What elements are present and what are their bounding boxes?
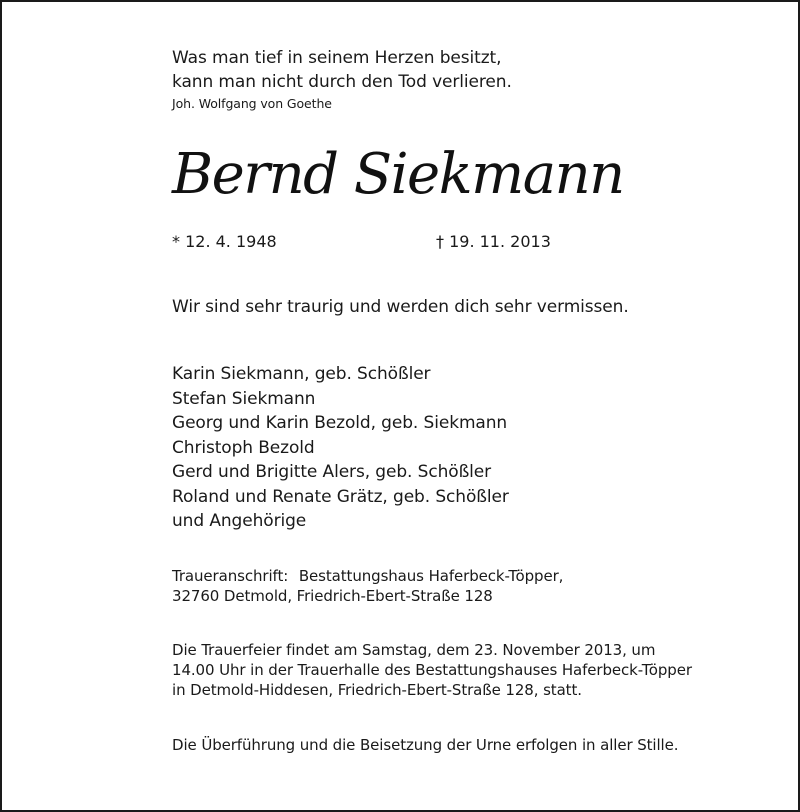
address-line-1: Bestattungshaus Haferbeck-Töpper, [298,567,564,585]
ceremony-notice [172,640,692,700]
mourner-item: Christoph Bezold [172,437,315,458]
mourner-item: und Angehörige [172,511,307,531]
mourners-list [172,362,509,534]
quote-line: kann man nicht durch den Tod verlieren. [172,72,512,92]
address-label: Traueranschrift: [172,567,289,585]
mourner-item: Georg und Karin Bezold, geb. Siekmann [172,413,508,433]
mourner-item: Karin Siekmann, geb. Schößler [172,364,431,384]
birth-date: * 12. 4. 1948 [172,232,277,251]
closing-notice: Die Überführung und die Beisetzung der Urne erfolgen in aller Stille. [172,736,679,754]
quote-author: Joh. Wolfgang von Goethe [172,96,332,111]
ceremony-line: Die Trauerfeier findet am Samstag, dem 23. November 2013, um [172,641,656,659]
mourner-item: Roland und Renate Grätz, geb. Schößler [172,486,509,507]
mourning-statement: Wir sind sehr traurig und werden dich sehr vermissen. [172,297,629,317]
quote-line: Was man tief in seinem Herzen besitzt, [172,48,502,68]
mourner-item: Gerd und Brigitte Alers, geb. Schößler [172,462,492,482]
quote [172,46,512,94]
address-line-2: 32760 Detmold, Friedrich-Ebert-Straße 128 [172,587,493,605]
mourning-address [172,566,563,606]
ceremony-line: in Detmold-Hiddesen, Friedrich-Ebert-Straße 128, statt. [172,681,582,699]
death-date: † 19. 11. 2013 [436,232,551,251]
deceased-name: Bernd Siekmann [172,142,624,207]
ceremony-line: 14.00 Uhr in der Trauerhalle des Bestattungshauses Haferbeck-Töpper [172,661,692,679]
mourner-item: Stefan Siekmann [172,388,316,409]
